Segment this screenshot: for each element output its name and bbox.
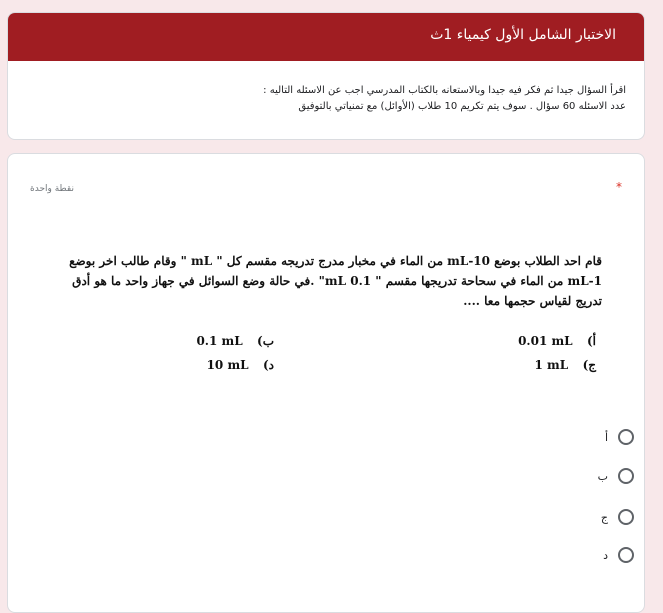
option-c[interactable] [568,506,634,528]
question-card [7,153,645,613]
inline-choice-c-value: 1 mL [534,358,569,372]
header-banner [8,13,644,61]
inline-choice-b-marker: ب) [257,334,274,348]
inline-choice-d-marker: د) [262,358,274,372]
option-d[interactable] [568,544,634,566]
inline-choice-a [518,334,596,348]
option-b-radio[interactable] [618,468,634,484]
inline-choice-a-marker: أ) [586,334,596,348]
inline-choice-b-value: 0.1 mL [196,334,243,348]
points-label: نقطة واحدة [30,184,74,194]
option-c-label: ج [600,510,608,524]
form-description [26,83,626,115]
option-d-label: د [603,548,608,562]
question-text: قام احد الطلاب بوضع 10-mL من الماء في مخبار مدرج تدريجه مقسم كل " mL " وقام طالب اخر بوضع 1-mL من الماء في سحاحة تدريجها مقسم " 0.1 mL" .في حالة وضع السوائل في جهاز واحد ما هو أدق تدريج لقياس حجمها معا .... [69,254,602,308]
description-line-1: اقرأ السؤال جيدا ثم فكر فيه جيدا وبالاستعانه بالكتاب المدرسي اجب عن الاسئله التاليه : [263,85,626,96]
option-b[interactable] [568,465,634,487]
option-c-radio[interactable] [618,509,634,525]
option-b-label: ب [597,469,608,483]
option-d-radio[interactable] [618,547,634,563]
inline-choice-b [196,334,274,348]
inline-choice-a-value: 0.01 mL [518,334,573,348]
inline-choice-c-marker: ج) [582,358,596,372]
option-a[interactable] [568,426,634,448]
option-a-label: أ [604,430,608,444]
inline-choice-d-value: 10 mL [206,358,249,372]
form-title: الاختبار الشامل الأول كيمياء 1ث [430,27,616,43]
inline-choice-c [535,358,596,372]
description-line-2: عدد الاسئله 60 سؤال . سوف يتم تكريم 10 طلاب (الأوائل) مع تمنياتي بالتوفيق [298,101,626,112]
option-a-radio[interactable] [618,429,634,445]
required-asterisk: * [616,180,622,194]
form-header-card [7,12,645,140]
inline-choice-d [207,358,274,372]
